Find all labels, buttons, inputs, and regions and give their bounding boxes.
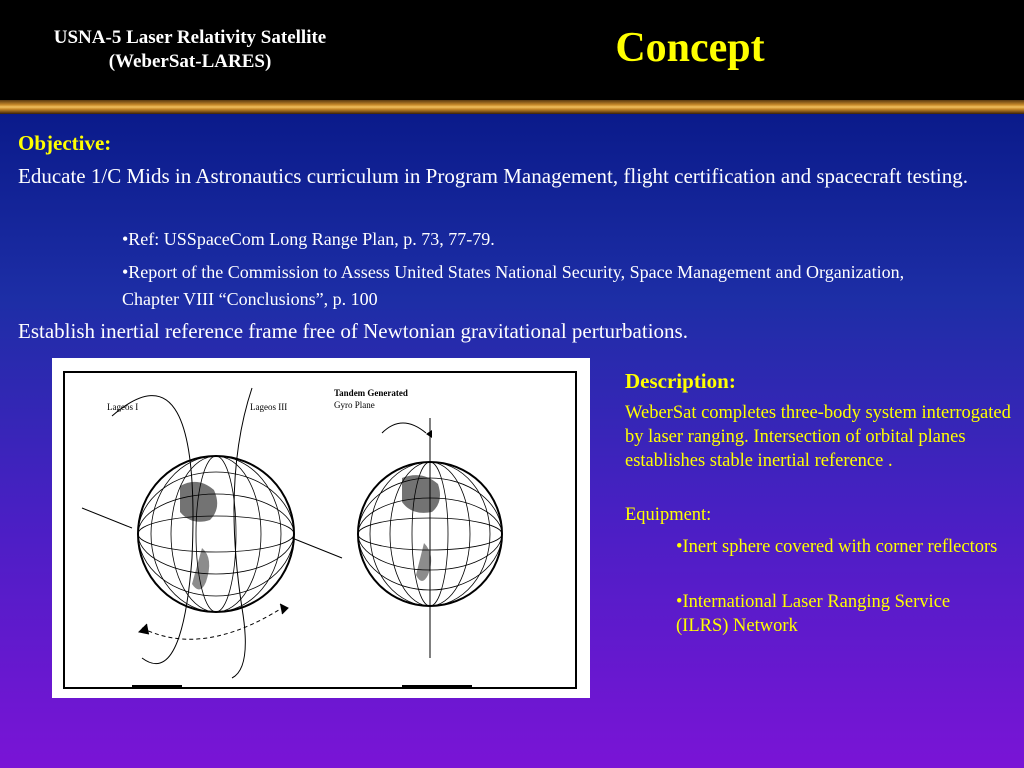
orbit-globes-diagram (52, 358, 590, 698)
objective-text-2: Establish inertial reference frame free of Newtonian gravitational perturbations. (18, 319, 688, 343)
slide-title: Concept (615, 25, 765, 71)
description-heading: Description: (625, 369, 736, 393)
figure-label-tandem: Tandem Generated (334, 388, 408, 398)
figure-label-lageos-1: Lageos I (107, 402, 139, 412)
left-globe-icon (138, 456, 294, 612)
reference-item: •Report of the Commission to Assess United States National Security, Space Management and Organization, Chapter VIII “Conclusions”, p. 100 (122, 262, 905, 309)
reference-item: •Ref: USSpaceCom Long Range Plan, p. 73, 77-79. (122, 229, 495, 249)
equipment-label: Equipment: (625, 505, 712, 525)
objective-text: Educate 1/C Mids in Astronautics curriculum in Program Management, flight certification and spacecraft testing. (18, 164, 968, 188)
figure-label-lageos-3: Lageos III (250, 402, 288, 412)
equipment-item: •International Laser Ranging Service (ILRS) Network (676, 592, 951, 636)
equipment-item: •Inert sphere covered with corner reflectors (676, 537, 998, 557)
orbit-globes-figure (52, 358, 590, 698)
description-text: WeberSat completes three-body system interrogated by laser ranging. Intersection of orbital planes establishes stable inertial reference . (625, 403, 1011, 471)
figure-label-gyro-plane: Gyro Plane (334, 400, 375, 410)
header-title: USNA-5 Laser Relativity Satellite (WeberSat-LARES) (53, 27, 327, 72)
header-divider (0, 100, 1024, 114)
objective-heading: Objective: (18, 131, 112, 155)
